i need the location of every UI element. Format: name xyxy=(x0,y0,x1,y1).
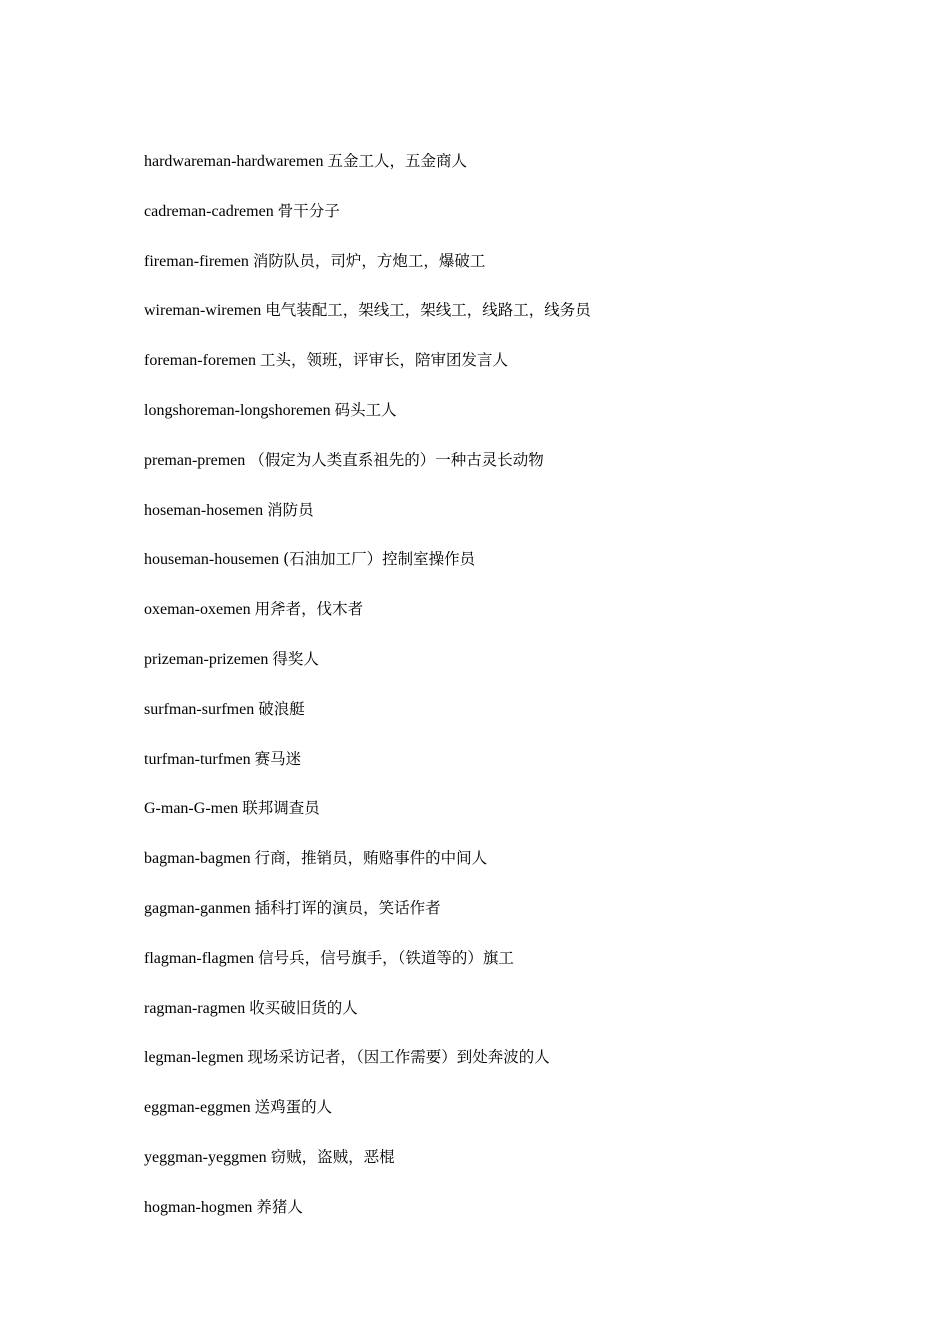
entry-meaning: 电气装配工，架线工，架线工，线路工，线务员 xyxy=(265,301,591,320)
entry-meaning: 收买破旧货的人 xyxy=(249,998,358,1017)
list-item xyxy=(144,499,591,549)
entry-word: longshoreman-longshoremen xyxy=(144,401,331,419)
list-item xyxy=(144,847,591,897)
entry-word: turfman-turfmen xyxy=(144,750,251,768)
entry-word: wireman-wiremen xyxy=(144,302,262,320)
entry-meaning: (石油加工厂）控制室操作员 xyxy=(283,550,476,569)
list-item xyxy=(144,748,591,798)
entry-meaning: 赛马迷 xyxy=(254,749,302,768)
entry-word: ragman-ragmen xyxy=(144,999,246,1017)
list-item xyxy=(144,548,591,598)
list-item xyxy=(144,997,591,1047)
entry-word: oxeman-oxemen xyxy=(144,601,251,619)
list-item xyxy=(144,200,591,250)
list-item xyxy=(144,150,591,200)
entry-meaning: 信号兵，信号旗手，（铁道等的）旗工 xyxy=(258,948,514,967)
entry-word: houseman-housemen xyxy=(144,551,280,569)
entry-meaning: 现场采访记者，（因工作需要）到处奔波的人 xyxy=(247,1048,550,1067)
entry-meaning: 消防队员，司炉，方炮工，爆破工 xyxy=(252,251,486,270)
entry-meaning: 插科打诨的演员，笑话作者 xyxy=(254,898,441,917)
list-item xyxy=(144,1146,591,1196)
entry-meaning: 行商，推销员，贿赂事件的中间人 xyxy=(254,849,488,868)
list-item xyxy=(144,1096,591,1146)
list-item xyxy=(144,698,591,748)
list-item xyxy=(144,598,591,648)
entry-word: prizeman-prizemen xyxy=(144,650,269,668)
entry-word: preman-premen xyxy=(144,451,246,469)
entry-meaning: 用斧者，伐木者 xyxy=(254,600,364,619)
entry-word: bagman-bagmen xyxy=(144,850,251,868)
list-item xyxy=(144,299,591,349)
entry-word: surfman-surfmen xyxy=(144,700,255,718)
entry-meaning: 联邦调查员 xyxy=(242,799,320,818)
entry-meaning: （假定为人类直系祖先的）一种古灵长动物 xyxy=(249,450,544,469)
entry-meaning: 工头，领班，评审长，陪审团发言人 xyxy=(259,351,508,370)
entry-word: yeggman-yeggmen xyxy=(144,1148,267,1166)
list-item xyxy=(144,1046,591,1096)
list-item xyxy=(144,797,591,847)
entry-word: hoseman-hosemen xyxy=(144,501,264,519)
entry-word: cadreman-cadremen xyxy=(144,202,274,220)
list-item xyxy=(144,449,591,499)
entry-word: fireman-firemen xyxy=(144,252,249,270)
entry-meaning: 窃贼，盗贼，恶棍 xyxy=(270,1147,395,1166)
entry-word: G-man-G-men xyxy=(144,800,239,818)
entry-meaning: 码头工人 xyxy=(334,400,397,419)
list-item xyxy=(144,897,591,947)
entry-meaning: 五金工人，五金商人 xyxy=(327,152,467,170)
entry-meaning: 骨干分子 xyxy=(277,201,340,220)
entry-word: eggman-eggmen xyxy=(144,1099,251,1117)
entry-meaning: 消防员 xyxy=(267,500,314,519)
entry-meaning: 得奖人 xyxy=(272,649,319,668)
list-item xyxy=(144,349,591,399)
entry-meaning: 破浪艇 xyxy=(258,699,305,718)
entry-word: legman-legmen xyxy=(144,1049,244,1067)
entry-meaning: 送鸡蛋的人 xyxy=(254,1098,333,1117)
list-item xyxy=(144,648,591,698)
entry-word: foreman-foremen xyxy=(144,352,256,370)
entry-list xyxy=(144,150,591,1246)
list-item xyxy=(144,947,591,997)
entry-word: hogman-hogmen xyxy=(144,1198,253,1216)
entry-word: gagman-ganmen xyxy=(144,899,251,917)
list-item xyxy=(144,1196,591,1246)
entry-meaning: 养猪人 xyxy=(256,1197,303,1216)
list-item xyxy=(144,399,591,449)
list-item xyxy=(144,250,591,300)
entry-word: hardwareman-hardwaremen xyxy=(144,153,324,170)
entry-word: flagman-flagmen xyxy=(144,949,255,967)
